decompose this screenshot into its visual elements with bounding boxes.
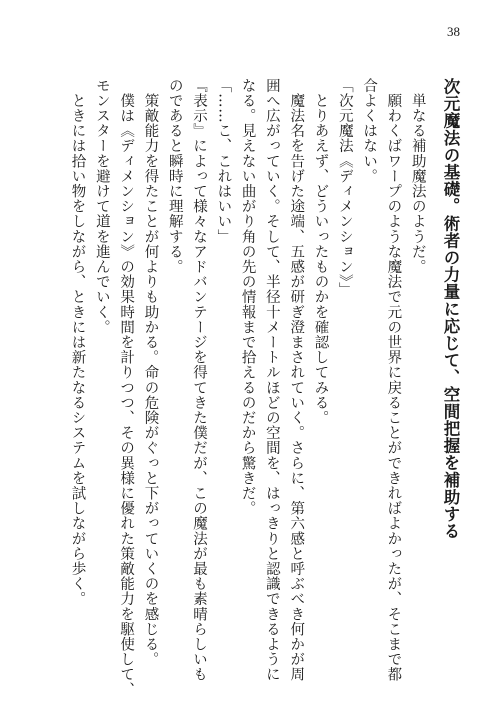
text-line: ときには拾い物をしながら、ときには新たなるシステムを試しながら歩く。 — [69, 78, 86, 607]
text-line: 魔法名を告げた途端、五感が研ぎ澄まされていく。さらに、第六感と呼ぶべき何かが周 — [288, 78, 305, 682]
text-line: 僕は《ディメンション》の効果時間を計りつつ、その異様に優れた策敵能力を駆使して、 — [118, 78, 135, 698]
text-line: のであると瞬時に理解する。 — [166, 78, 183, 275]
page-number: 38 — [447, 24, 460, 39]
text-line: モンスターを避けて道を進んでいく。 — [93, 78, 110, 335]
text-line: 「……こ、これはいい」 — [215, 78, 232, 245]
text-line: 『表示』によって様々なアドバンテージを得てきた僕だが、この魔法が最も素晴らしいも — [191, 78, 208, 682]
body-text — [32, 78, 462, 698]
text-line: 単なる補助魔法のようだ。 — [409, 78, 426, 275]
text-line: 囲へ広がっていく。そして、半径十メートルほどの空間を、はっきりと認識できるように — [263, 78, 280, 682]
text-line: 願わくばワープのような魔法で元の世界に戻ることができればよかったが、そこまで都 — [385, 78, 402, 682]
text-line: 策敵能力を得たことが何よりも助かる。命の危険がぐっと下がっていくのを感じる。 — [142, 78, 159, 667]
text-line: とりあえず、どういったものかを確認してみる。 — [312, 78, 329, 426]
text-line: 「次元魔法《ディメンション》」 — [336, 78, 353, 298]
text-line: 合よくはない。 — [361, 78, 378, 184]
text-line: なる。見えない曲がり角の先の情報まで拾えるのだから驚きだ。 — [239, 78, 256, 516]
section-heading: 次元魔法の基礎。術者の力量に応じて、空間把握を補助する — [441, 78, 460, 540]
